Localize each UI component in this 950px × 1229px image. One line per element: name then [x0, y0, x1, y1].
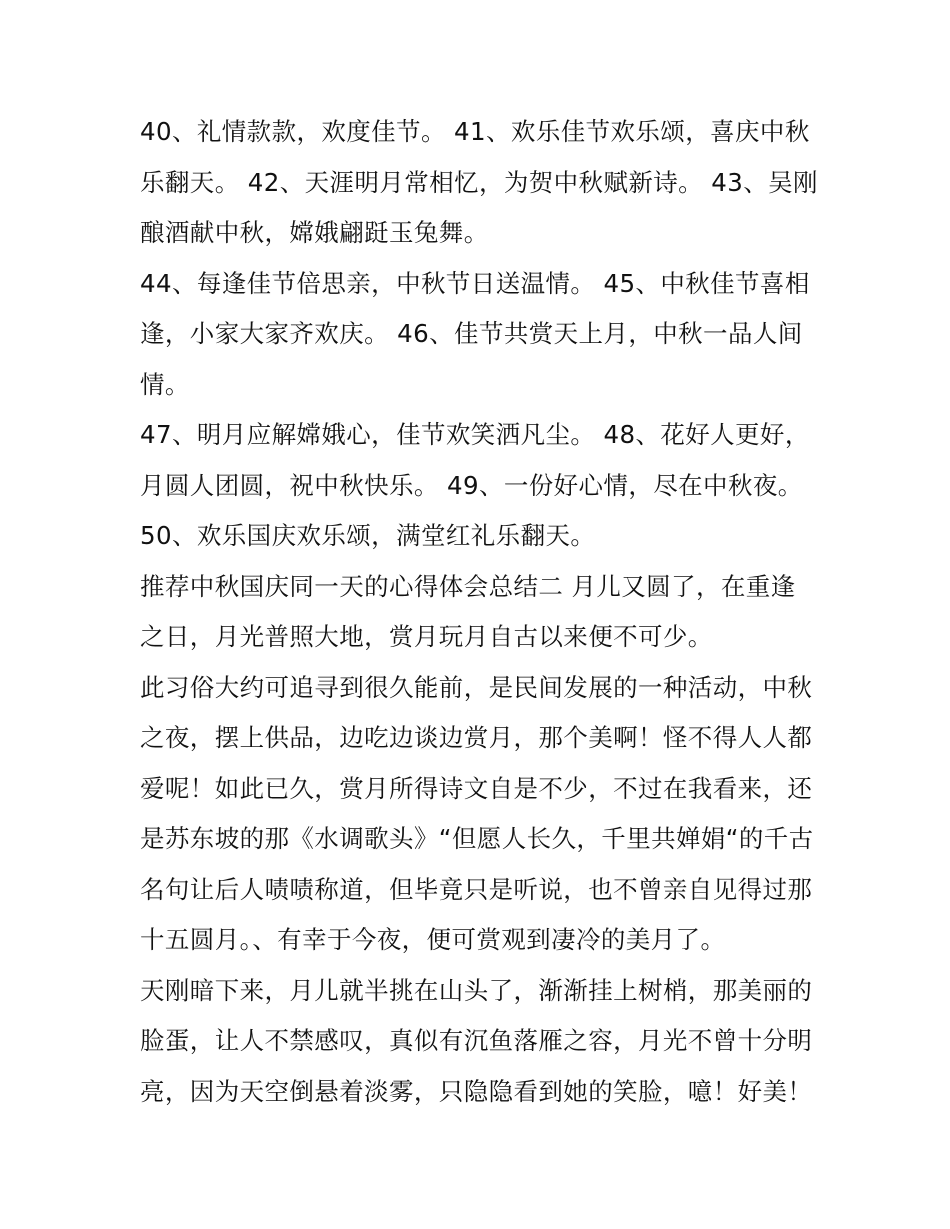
- document-page: [140, 107, 820, 1117]
- text-line: 乐翻天。 42、天涯明月常相忆，为贺中秋赋新诗。 43、吴刚: [140, 167, 818, 197]
- paragraph-summary-intro: [140, 562, 820, 663]
- text-line: 名句让后人啧啧称道，但毕竟只是听说，也不曾亲自见得过那: [140, 874, 813, 904]
- paragraph-wishes-44-46: [140, 259, 820, 411]
- text-line: 逢，小家大家齐欢庆。 46、佳节共赏天上月，中秋一品人间: [140, 319, 803, 348]
- paragraph-wishes-40-43: [140, 107, 820, 259]
- text-line: 酿酒献中秋，嫦娥翩跹玉兔舞。: [140, 218, 489, 247]
- text-line: 情。: [140, 369, 190, 399]
- text-line: 之日，月光普照大地，赏月玩月自古以来便不可少。: [140, 622, 713, 651]
- paragraph-moon-evening: [140, 966, 820, 1118]
- text-line: 脸蛋，让人不禁感叹，真似有沉鱼落雁之容，月光不曾十分明: [140, 1026, 813, 1055]
- text-line: 44、每逢佳节倍思亲，中秋节日送温情。 45、中秋佳节喜相: [140, 268, 810, 298]
- text-line: 47、明月应解嫦娥心，佳节欢笑洒凡尘。 48、花好人更好，: [140, 420, 810, 449]
- paragraph-wishes-47-50: [140, 410, 820, 562]
- text-line: 此习俗大约可追寻到很久能前，是民间发展的一种活动，中秋: [140, 672, 813, 702]
- text-line: 亮，因为天空倒悬着淡雾，只隐隐看到她的笑脸，噫！好美！: [140, 1076, 813, 1106]
- text-line: 十五圆月。、有幸于今夜，便可赏观到凄冷的美月了。: [140, 925, 726, 954]
- text-line: 50、欢乐国庆欢乐颂，满堂红礼乐翻天。: [140, 521, 596, 550]
- text-line: 40、礼情款款，欢度佳节。 41、欢乐佳节欢乐颂，喜庆中秋: [140, 117, 810, 146]
- text-line: 天刚暗下来，月儿就半挑在山头了，渐渐挂上树梢，那美丽的: [140, 975, 813, 1005]
- text-line: 月圆人团圆，祝中秋快乐。 49、一份好心情，尽在中秋夜。: [140, 470, 803, 500]
- text-line: 是苏东坡的那《水调歌头》“但愿人长久，千里共婵娟“的千古: [140, 824, 814, 853]
- text-line: 推荐中秋国庆同一天的心得体会总结二 月儿又圆了，在重逢: [140, 571, 796, 601]
- paragraph-moon-custom: [140, 663, 820, 966]
- text-line: 之夜，摆上供品，边吃边谈边赏月，那个美啊！怪不得人人都: [140, 723, 813, 752]
- text-line: 爱呢！如此已久，赏月所得诗文自是不少，不过在我看来，还: [140, 773, 813, 803]
